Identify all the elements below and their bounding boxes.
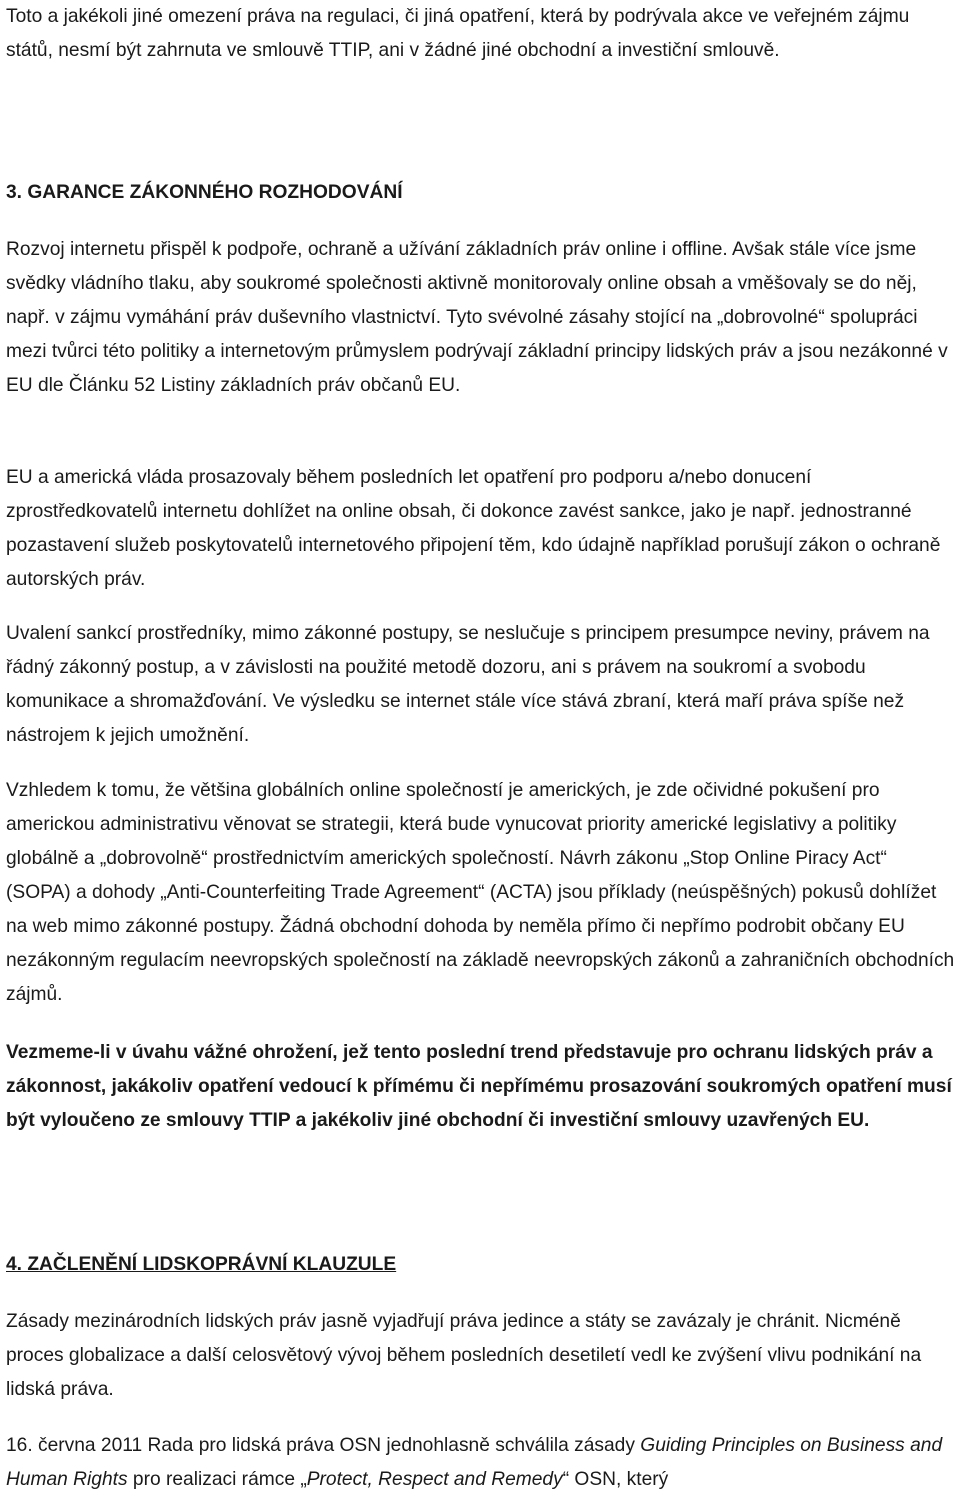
paragraph-sanctions: Uvalení sankcí prostředníky, mimo zákonné postupy, se neslučuje s principem presumpce neviny, právem na řádný zákonný postup, a v závislosti na použité metodě dozoru, ani s právem na soukromí a svobodu komunikace a shromažďování. Ve výsledku se internet stále více stává zbraní, která maří práva spíše než nástrojem k jejich umožnění. [6,623,930,746]
text-run: “ OSN, který [562,1469,669,1490]
paragraph-human-rights: Zásady mezinárodních lidských práv jasně vyjadřují práva jedince a státy se zavázaly je chránit. Nicméně proces globalizace a další celosvětový vývoj během posledních desetiletí vedl ke zvýšení vlivu podnikání na lidská práva. [6,1311,922,1400]
paragraph-us-companies: Vzhledem k tomu, že většina globálních online společností je amerických, je zde očividné pokušení pro americkou administrativu věnovat se strategii, která bude vynucovat priority americké legislativy a politiky globálně a „dobrovolně“ prostřednictvím amerických společností. Návrh zákonu „Stop Online Piracy Act“ (SOPA) a dohody „Anti-Counterfeiting Trade Agreement“ (ACTA) jsou příklady (neúspěšných) pokusů dohlížet na web mimo zákonné postupy. Žádná obchodní dohoda by neměla přímo či nepřímo podrobit občany EU nezákonným regulacím neevropských společností na základě neevropských zákonů a zahraničních obchodních zájmů. [6,780,955,1005]
paragraph-eu-us-measures: EU a americká vláda prosazovaly během posledních let opatření pro podporu a/nebo donucení zprostředkovatelů internetu dohlížet na online obsah, či dokonce zavést sankce, jako je např. jednostranné pozastavení služeb poskytovatelů internetového připojení těm, kdo údajně například porušují zákon o ochraně autorských práv. [6,467,941,590]
paragraph-intro: Toto a jakékoli jiné omezení práva na regulaci, či jiná opatření, která by podrývala akce ve veřejném zájmu států, nesmí být zahrnuta ve smlouvě TTIP, ani v žádné jiné obchodní a investiční smlouvě. [6,6,910,61]
section-heading-4: 4. ZAČLENĚNÍ LIDSKOPRÁVNÍ KLAUZULE [6,1254,397,1275]
italic-title-guiding-principles: Guiding Principles on Business and Human Rights [6,1435,943,1490]
italic-title-framework: Protect, Respect and Remedy [306,1469,563,1490]
paragraph-conclusion-bold: Vezmeme-li v úvahu vážné ohrožení, jež tento poslední trend představuje pro ochranu lidských práv a zákonnost, jakákoliv opatření vedoucí k přímému či nepřímému prosazování soukromých opatření musí být vyloučeno ze smlouvy TTIP a jakékoliv jiné obchodní či investiční smlouvy uzavřených EU. [6,1042,952,1131]
section-heading-3: 3. GARANCE ZÁKONNÉHO ROZHODOVÁNÍ [6,182,403,203]
paragraph-internet-rights: Rozvoj internetu přispěl k podpoře, ochraně a užívání základních práv online i offline. Avšak stále více jsme svědky vládního tlaku, aby soukromé společnosti aktivně monitorovaly online obsah a vměšovaly se do něj, např. v zájmu vymáhání práv duševního vlastnictví. Tyto svévolné zásahy stojící na „dobrovolné“ spolupráci mezi tvůrci této politiky a internetovým průmyslem podrývají základní principy lidských práv a jsou nezákonné v EU dle Článku 52 Listiny základních práv občanů EU. [6,239,948,396]
paragraph-un-council [6,1429,956,1497]
text-run: 16. června 2011 Rada pro lidská práva OSN jednohlasně schválila zásady [6,1435,641,1456]
text-run: pro realizaci rámce „ [127,1469,307,1490]
